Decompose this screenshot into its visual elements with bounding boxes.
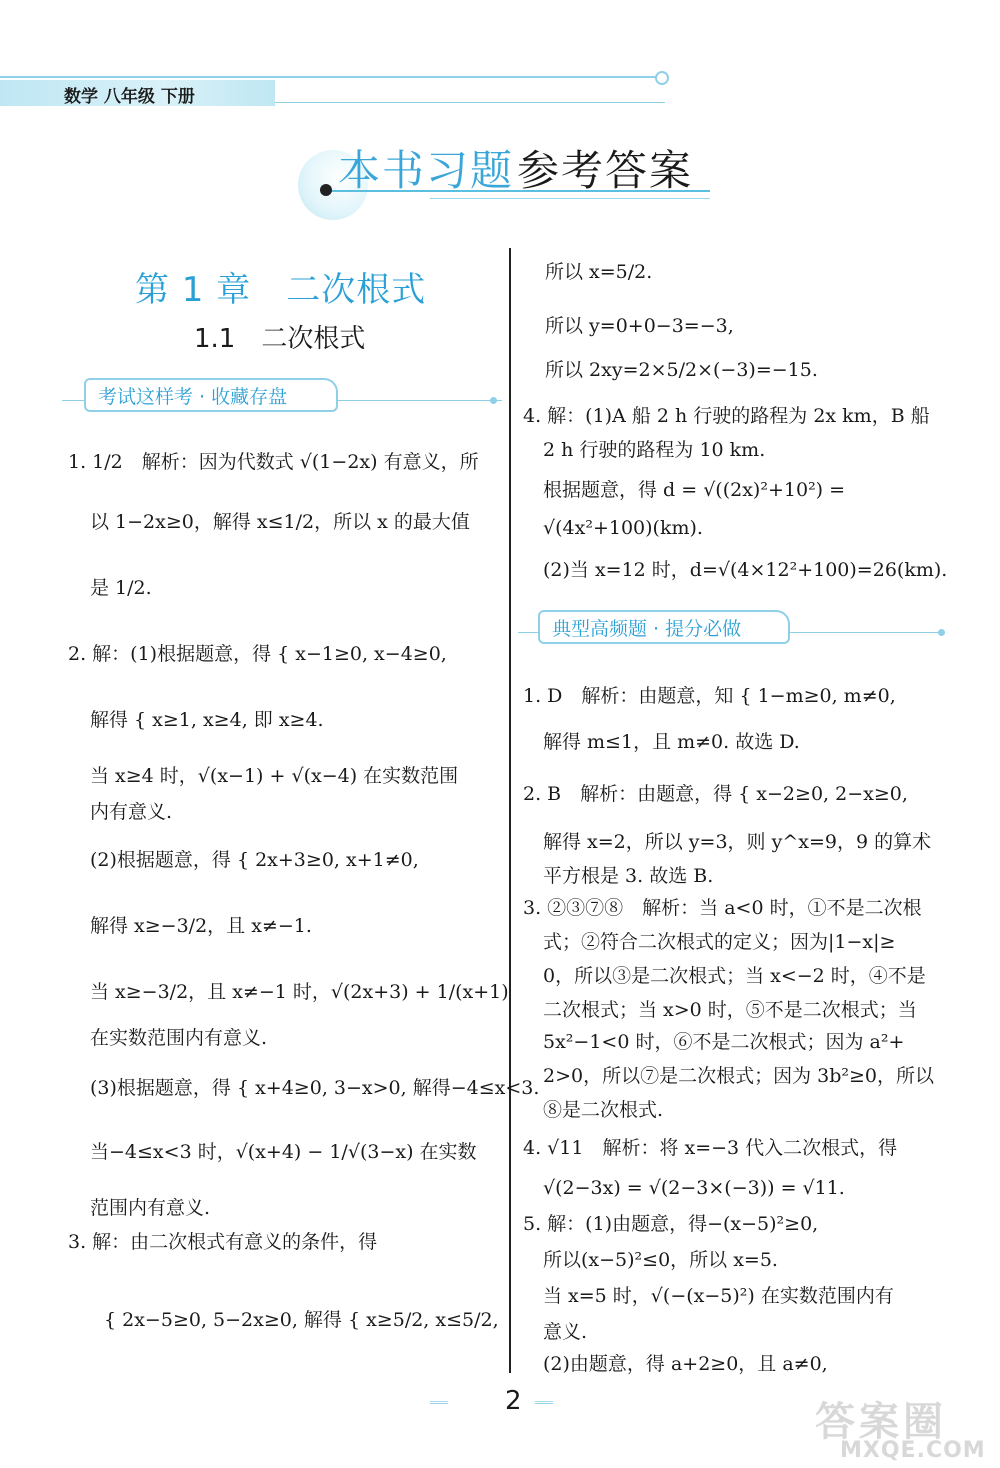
answer-line: 式；②符合二次根式的定义；因为|1−x|≥ <box>543 931 896 953</box>
answer-line: 3. ②③⑦⑧ 解析：当 a<0 时，①不是二次根 <box>523 897 922 919</box>
header-top-line <box>0 76 660 78</box>
footer-decoration-right: ═══ <box>535 1398 554 1409</box>
answer-line: 所以 2xy=2×5/2×(−3)=−15. <box>545 359 818 381</box>
answer-line: (2)当 x=12 时，d=√(4×12²+100)=26(km). <box>543 559 948 581</box>
answer-line: 解得 m≤1，且 m≠0. 故选 D. <box>543 731 800 753</box>
answer-line: 在实数范围内有意义. <box>90 1027 268 1049</box>
tag-dot-left <box>490 397 497 404</box>
answer-line: 5. 解：(1)由题意，得−(x−5)²≥0, <box>523 1213 819 1235</box>
answer-line: 二次根式；当 x>0 时，⑤不是二次根式；当 <box>543 999 917 1021</box>
answer-line: 4. √11 解析：将 x=−3 代入二次根式，得 <box>523 1137 898 1159</box>
answer-line: √(4x²+100)(km). <box>543 517 703 539</box>
section-tag-exam-label: 考试这样考 · 收藏存盘 <box>98 386 288 408</box>
answer-line: (3)根据题意，得 { x+4≥0, 3−x>0, 解得−4≤x<3. <box>90 1077 540 1099</box>
answer-line: 以 1−2x≥0，解得 x≤1/2，所以 x 的最大值 <box>90 511 470 533</box>
answer-line: 当 x≥−3/2，且 x≠−1 时，√(2x+3) + 1/(x+1) <box>90 981 509 1003</box>
answer-line: 意义. <box>543 1321 588 1343</box>
answer-line: 2. B 解析：由题意，得 { x−2≥0, 2−x≥0, <box>523 783 908 805</box>
banner-title-part1: 本书习题 <box>338 146 515 195</box>
answer-line: 解得 x≥−3/2，且 x≠−1. <box>90 915 312 937</box>
answer-line: 3. 解：由二次根式有意义的条件，得 <box>68 1231 378 1253</box>
answer-line: 内有意义. <box>90 801 173 823</box>
answer-line: 当−4≤x<3 时，√(x+4) − 1/√(3−x) 在实数 <box>90 1141 477 1163</box>
answer-line: √(2−3x) = √(2−3×(−3)) = √11. <box>543 1177 845 1199</box>
answer-line: 解得 { x≥1, x≥4, 即 x≥4. <box>90 709 324 731</box>
section-tag-frequent <box>538 610 790 644</box>
chapter-title: 第 1 章 二次根式 <box>135 270 427 310</box>
footer-decoration-left: ═══ <box>430 1398 449 1409</box>
section-tag-frequent-label: 典型高频题 · 提分必做 <box>552 618 742 640</box>
answer-line: 2 h 行驶的路程为 10 km. <box>543 439 766 461</box>
section-tag-exam <box>84 378 338 412</box>
answer-line: 4. 解：(1)A 船 2 h 行驶的路程为 2x km，B 船 <box>523 405 930 427</box>
answer-line: (2)根据题意，得 { 2x+3≥0, x+1≠0, <box>90 849 419 871</box>
answer-line: 1. 1/2 解析：因为代数式 √(1−2x) 有意义，所 <box>68 451 479 473</box>
answer-line: 5x²−1<0 时，⑥不是二次根式；因为 a²+ <box>543 1031 905 1053</box>
answer-line: (2)由题意，得 a+2≥0，且 a≠0, <box>543 1353 828 1375</box>
answer-line: 1. D 解析：由题意，知 { 1−m≥0, m≠0, <box>523 685 896 707</box>
tag-dot-right <box>938 629 945 636</box>
banner-underline-secondary <box>430 198 710 199</box>
watermark-logo: 答案圈 <box>815 1399 947 1445</box>
header-title: 数学 八年级 下册 <box>64 87 195 107</box>
header-line-end-dot <box>655 71 669 85</box>
answer-line: ⑧是二次根式. <box>543 1099 664 1121</box>
section-title: 1.1 二次根式 <box>194 324 366 354</box>
answer-line: 所以(x−5)²≤0，所以 x=5. <box>543 1249 778 1271</box>
banner-dot <box>320 184 332 196</box>
header-bottom-line <box>275 102 665 103</box>
answer-line: 所以 x=5/2. <box>545 261 653 283</box>
answer-line: 是 1/2. <box>90 577 152 599</box>
answer-line: 根据题意，得 d = √((2x)²+10²) = <box>543 479 846 501</box>
column-divider <box>509 248 511 1373</box>
answer-line: { 2x−5≥0, 5−2x≥0, 解得 { x≥5/2, x≤5/2, <box>104 1309 499 1331</box>
banner-title-part2: 参考答案 <box>517 146 694 195</box>
watermark-url: MXQE.COM <box>840 1438 986 1463</box>
answer-line: 解得 x=2，所以 y=3，则 y^x=9，9 的算术 <box>543 831 932 853</box>
answer-line: 当 x=5 时，√(−(x−5)²) 在实数范围内有 <box>543 1285 894 1307</box>
answer-line: 当 x≥4 时，√(x−1) + √(x−4) 在实数范围 <box>90 765 459 787</box>
answer-line: 2. 解：(1)根据题意，得 { x−1≥0, x−4≥0, <box>68 643 447 665</box>
answer-line: 所以 y=0+0−3=−3, <box>545 315 734 337</box>
answer-line: 平方根是 3. 故选 B. <box>543 865 714 887</box>
page-number: 2 <box>505 1386 522 1416</box>
answer-line: 2>0，所以⑦是二次根式；因为 3b²≥0，所以 <box>543 1065 935 1087</box>
answer-line: 0，所以③是二次根式；当 x<−2 时，④不是 <box>543 965 926 987</box>
answer-line: 范围内有意义. <box>90 1197 211 1219</box>
